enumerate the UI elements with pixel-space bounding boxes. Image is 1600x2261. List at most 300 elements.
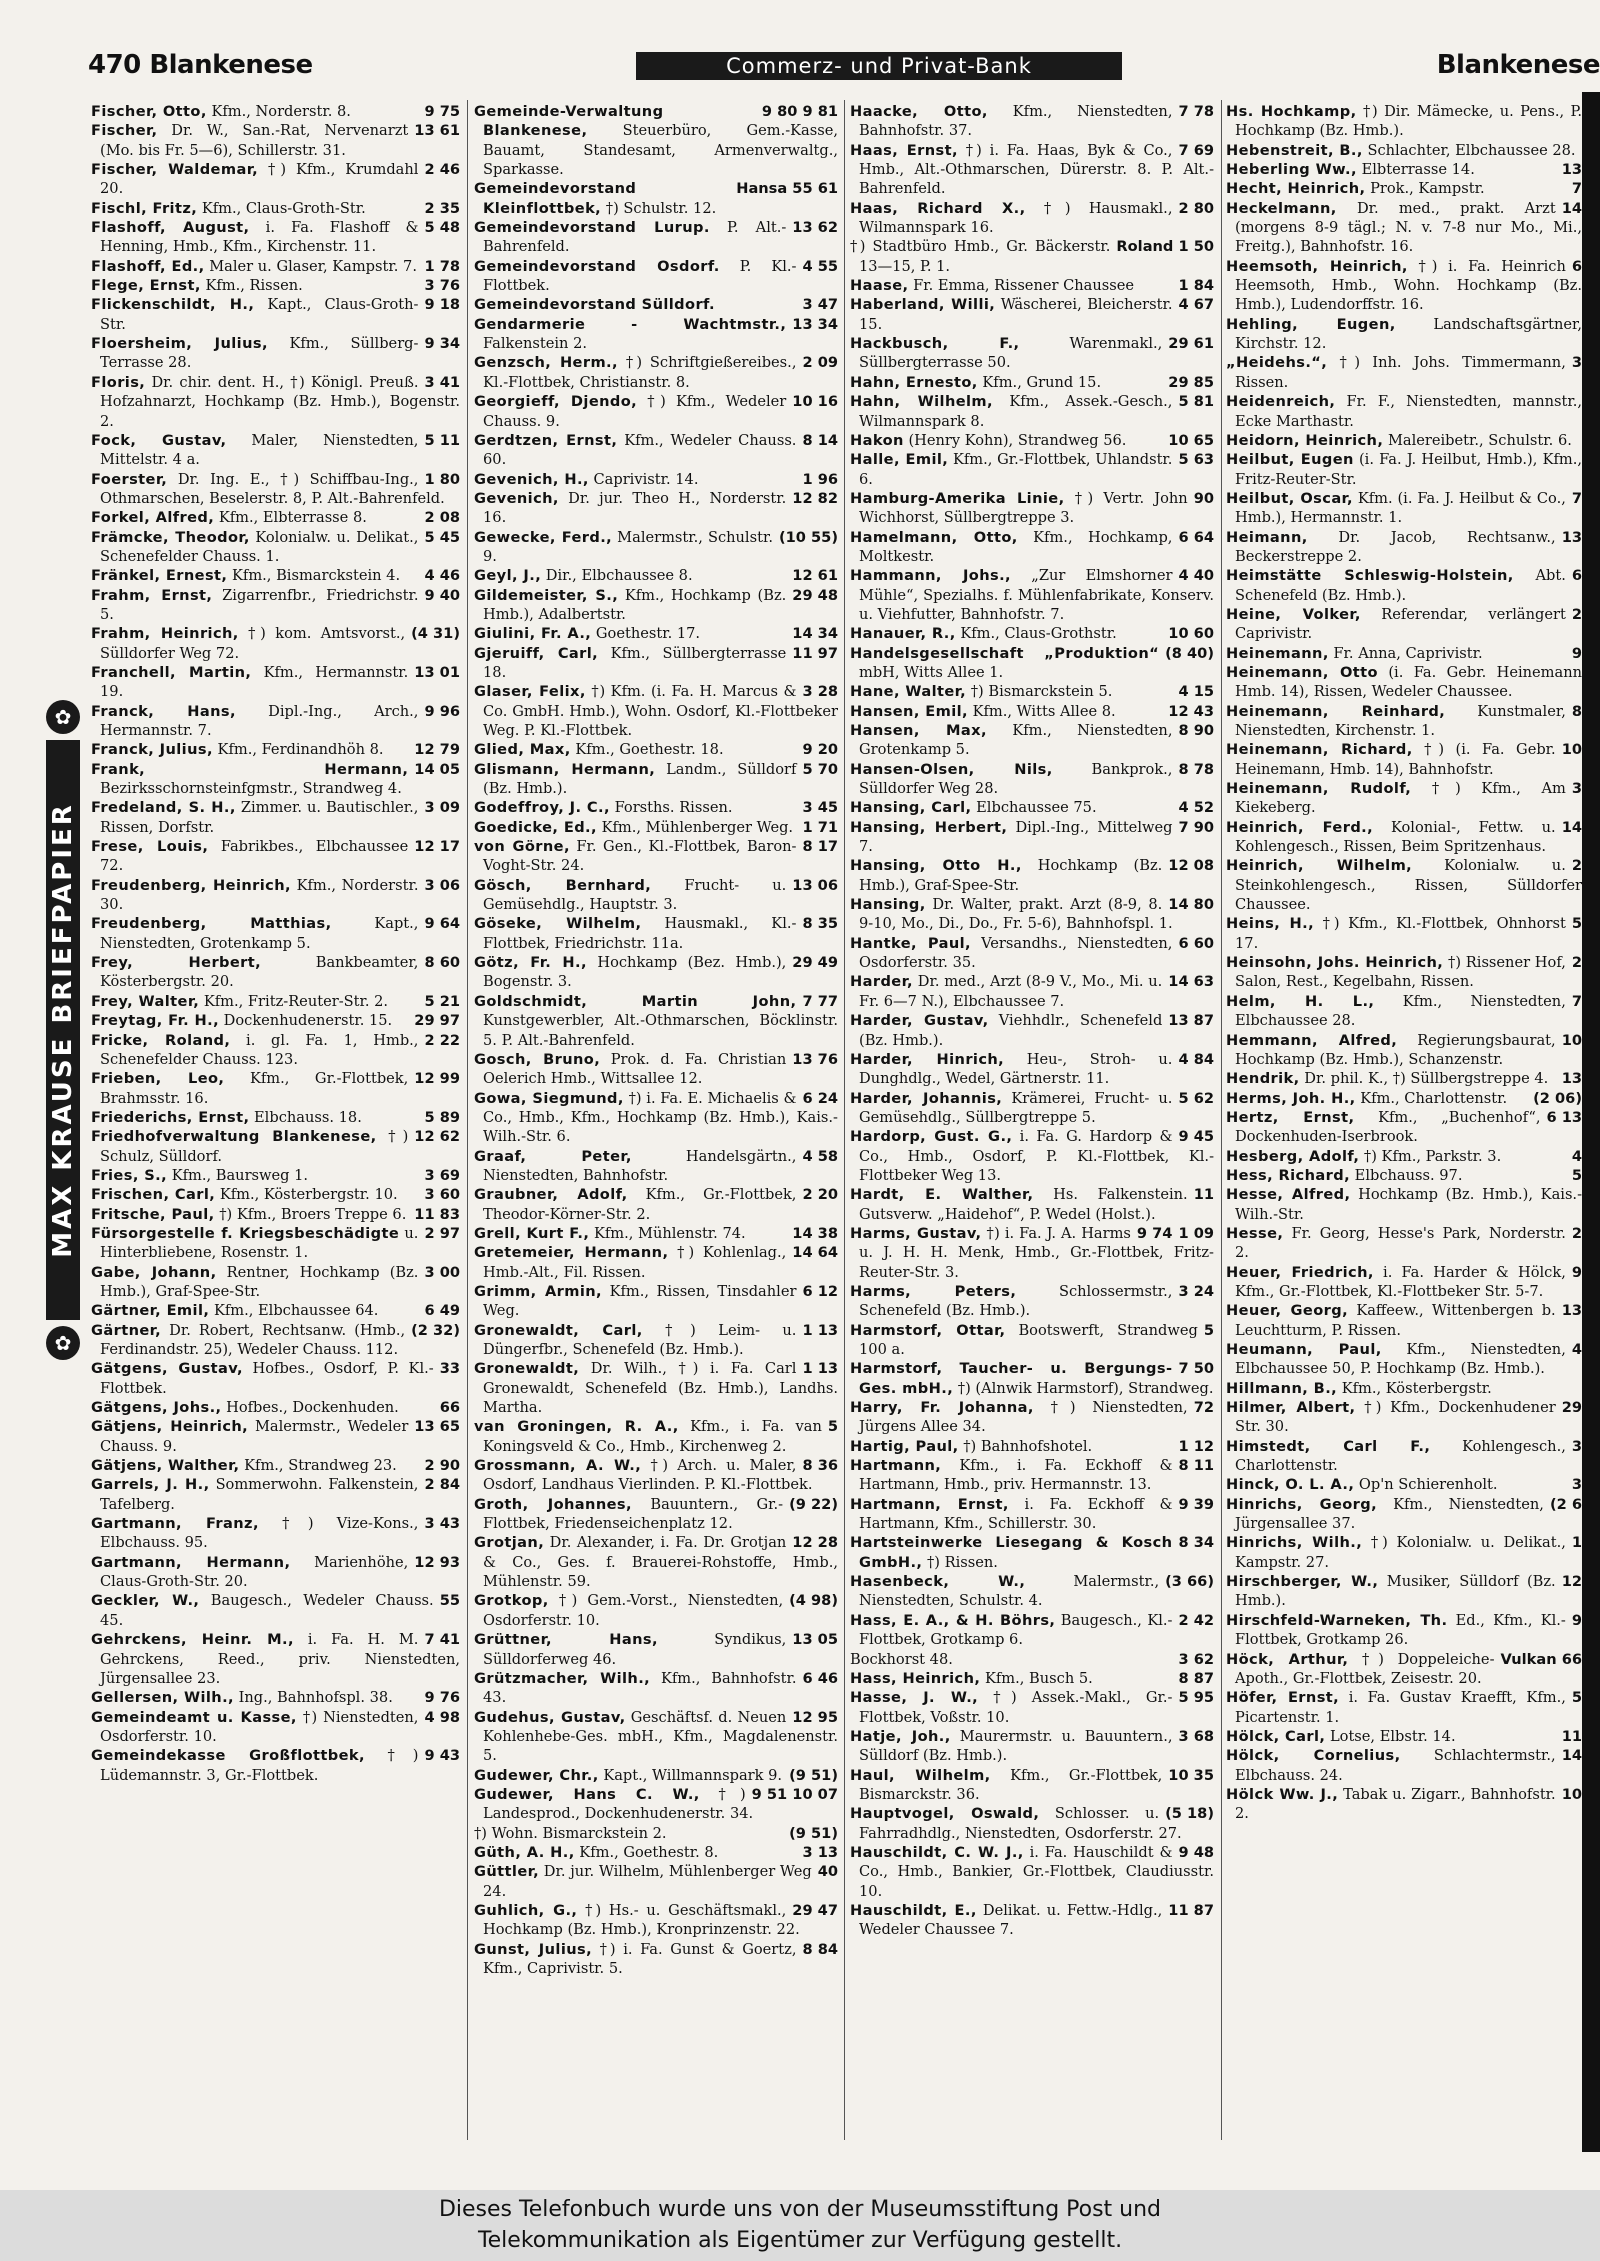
entry-details: †) Hausmakl., Wilmannspark 16. bbox=[859, 199, 1173, 237]
directory-entry bbox=[850, 1127, 1214, 1185]
entry-details: Dr. Wilh., †) i. Fa. Carl Gronewaldt, Schenefeld (Bz. Hmb.), Landhs. Martha. bbox=[483, 1360, 838, 1417]
directory-entry bbox=[850, 721, 1214, 760]
directory-entry bbox=[91, 1108, 460, 1127]
entry-details: Kfm., Mühlenberger Weg. bbox=[601, 818, 794, 836]
entry-name: Gendarmerie - Wachtmstr., bbox=[474, 315, 787, 333]
entry-details: Kapt., Willmannspark 9. bbox=[603, 1766, 783, 1784]
entry-details: †) Kohlenlag., Hmb.-Alt., Fil. Rissen. bbox=[483, 1244, 787, 1281]
directory-entry bbox=[850, 1456, 1214, 1495]
entry-details: u. Hinterbliebene, Rosenstr. 1. bbox=[100, 1224, 419, 1262]
directory-entry bbox=[474, 1050, 838, 1089]
entry-name: Hansen-Olsen, Nils, bbox=[850, 760, 1053, 778]
entry-details: Kfm., Mühlenstr. 74. bbox=[593, 1224, 746, 1242]
entry-name: Friedhofverwaltung Blankenese, bbox=[91, 1128, 377, 1146]
entry-name: Hass, Heinrich, bbox=[850, 1669, 981, 1687]
directory-entry bbox=[850, 1185, 1214, 1224]
directory-entry bbox=[850, 682, 1214, 701]
phone-number: 13 65 bbox=[414, 1418, 460, 1436]
entry-details: Dockenhudenerstr. 15. bbox=[223, 1012, 393, 1030]
phone-number: 5 81 bbox=[1178, 393, 1214, 411]
directory-entry bbox=[1226, 489, 1582, 528]
entry-name: Gemeindeamt u. Kasse, bbox=[91, 1708, 297, 1726]
directory-entry bbox=[91, 373, 460, 431]
directory-entry bbox=[91, 1224, 460, 1263]
entry-name: Heimann, bbox=[1226, 528, 1308, 546]
phone-number: 14 38 bbox=[792, 1224, 838, 1242]
phone-number: (9 51) bbox=[789, 1766, 838, 1784]
phone-number: 14 05 bbox=[414, 760, 460, 778]
entry-details: †) Bahnhofshotel. bbox=[963, 1437, 1093, 1455]
directory-entry bbox=[850, 1611, 1214, 1650]
phone-number: 1 96 bbox=[802, 470, 838, 488]
directory-entry bbox=[1226, 856, 1582, 914]
phone-number: 5 45 bbox=[424, 528, 460, 546]
directory-entry bbox=[850, 1495, 1214, 1534]
entry-details: †) Kfm. (i. Fa. H. Marcus & Co. GmbH. Hmb.), Wohn. Osdorf, Kl.-Flottbeker Weg. P. Kl.-Flottbek. bbox=[483, 683, 838, 739]
phone-number: 9 48 bbox=[1178, 1843, 1214, 1861]
directory-entry bbox=[850, 1533, 1214, 1572]
entry-name: Franck, Hans, bbox=[91, 702, 236, 720]
entry-name: Hesse, bbox=[1226, 1224, 1284, 1242]
phone-number: 8 14 bbox=[802, 431, 838, 449]
entry-name: Godeffroy, J. C., bbox=[474, 799, 610, 817]
entry-name: Gösch, Bernhard, bbox=[474, 876, 652, 894]
directory-entry bbox=[474, 257, 838, 296]
phone-number: 9 bbox=[1571, 1263, 1582, 1281]
phone-number: 10 35 bbox=[1168, 1766, 1214, 1784]
entry-details: Kfm., Rissen, Tinsdahler Weg. bbox=[483, 1282, 797, 1320]
entry-name: Fock, Gustav, bbox=[91, 431, 227, 449]
entry-details: Malermstr., Schulstr. 9. bbox=[483, 528, 773, 565]
phone-number: 5 63 bbox=[1178, 451, 1214, 469]
directory-entry bbox=[474, 1708, 838, 1766]
phone-number: 6 bbox=[1571, 567, 1582, 585]
entry-details: (i. Fa. Gebr. Heinemann Hmb. 14), Rissen, Wedeler Chaussee. bbox=[1235, 663, 1582, 701]
column-4 bbox=[1226, 102, 1582, 2142]
entry-name: Gerdtzen, Ernst, bbox=[474, 431, 618, 449]
directory-entry bbox=[1226, 141, 1582, 160]
phone-number: 3 62 bbox=[1178, 1650, 1214, 1668]
directory-entry bbox=[1226, 1379, 1582, 1398]
entry-name: Frese, Louis, bbox=[91, 838, 209, 856]
phone-number: 6 64 bbox=[1178, 528, 1214, 546]
phone-number: 10 bbox=[1561, 1031, 1582, 1049]
directory-entry bbox=[91, 334, 460, 373]
directory-entry bbox=[1226, 392, 1582, 431]
phone-number: 8 84 bbox=[802, 1940, 838, 1958]
entry-details: Tabak u. Zigarr., Bahnhofstr. 2. bbox=[1235, 1785, 1556, 1823]
directory-entry bbox=[1226, 914, 1582, 953]
directory-entry bbox=[91, 837, 460, 876]
entry-details: Hs. Falkenstein. Gutsverw. „Haidehof“, P. Wedel (Holst.). bbox=[859, 1186, 1188, 1223]
entry-name: Hammann, Johs., bbox=[850, 567, 1011, 585]
entry-name: Gärtner, bbox=[91, 1321, 162, 1339]
entry-details: †) Vertr. John Wichhorst, Süllbergtreppe 3. bbox=[859, 489, 1188, 527]
entry-details: Kfm., Elbchaussee 64. bbox=[213, 1302, 379, 1320]
phone-number: 90 bbox=[1193, 489, 1214, 507]
entry-name: Gunst, Julius, bbox=[474, 1940, 593, 1958]
column-divider bbox=[467, 100, 468, 2140]
directory-entry bbox=[91, 1205, 460, 1224]
entry-name: Hs. Hochkamp, bbox=[1226, 103, 1357, 120]
entry-name: Frieben, Leo, bbox=[91, 1070, 225, 1088]
entry-details: Malermstr., Nienstedten, Schulstr. 4. bbox=[859, 1573, 1160, 1610]
phone-number: 13 34 bbox=[792, 315, 838, 333]
directory-entry bbox=[1226, 353, 1582, 392]
entry-details: Kfm., Nienstedten, Grotenkamp 5. bbox=[859, 722, 1173, 759]
entry-name: Harmstorf, Taucher- u. Bergungs-Ges. mbH., bbox=[850, 1360, 1173, 1397]
entry-details: Kfm., Gr.-Flottbek, Bismarckstr. 36. bbox=[859, 1766, 1163, 1803]
entry-name: Fischer, bbox=[91, 122, 158, 140]
entry-name: Gronewaldt, Carl, bbox=[474, 1321, 643, 1339]
entry-details: Viehhdlr., Schenefeld (Bz. Hmb.). bbox=[859, 1012, 1163, 1049]
phone-number: 13 06 bbox=[792, 876, 838, 894]
directory-entry bbox=[850, 102, 1214, 141]
entry-name: Hansing, Otto H., bbox=[850, 857, 1022, 875]
entry-details: Elbterrasse 14. bbox=[1361, 161, 1475, 179]
directory-entry bbox=[91, 1301, 460, 1320]
entry-details: Kfm., Gr.-Flottbek, Brahmsstr. 16. bbox=[100, 1070, 409, 1107]
directory-entry bbox=[850, 566, 1214, 624]
directory-entry bbox=[1226, 1147, 1582, 1166]
directory-entry bbox=[850, 1901, 1214, 1940]
phone-number: 4 55 bbox=[802, 257, 838, 275]
directory-entry bbox=[850, 373, 1214, 392]
directory-entry bbox=[1226, 1069, 1582, 1088]
entry-details: Kfm., Baursweg 1. bbox=[171, 1166, 309, 1184]
entry-name: Gudewer, Chr., bbox=[474, 1766, 599, 1784]
directory-entry bbox=[474, 1901, 838, 1940]
directory-entry bbox=[1226, 315, 1582, 354]
directory-entry bbox=[474, 1359, 838, 1417]
entry-name: Främcke, Theodor, bbox=[91, 528, 250, 546]
entry-details: Kolonialw. u. Steinkohlengesch., Rissen, Sülldorfer Chaussee. bbox=[1235, 857, 1582, 914]
phone-number: (5 18) bbox=[1165, 1805, 1214, 1823]
entry-details: Fr. Gen., Kl.-Flottbek, Baron-Voght-Str. 24. bbox=[483, 838, 797, 875]
phone-number: 5 11 bbox=[424, 431, 460, 449]
directory-entry bbox=[91, 1746, 460, 1785]
entry-details: Fr. F., Nienstedten, mannstr., Ecke Marthastr. bbox=[1235, 393, 1582, 430]
flower-logo-icon: ✿ bbox=[46, 1326, 80, 1360]
entry-details: †) i. Fa. E. Michaelis & Co., Hmb., Kfm., Hochkamp (Bz. Hmb.), Kais.-Wilh.-Str. 6. bbox=[483, 1089, 838, 1146]
entry-name: Glied, Max, bbox=[474, 741, 571, 759]
entry-name: Harder, bbox=[850, 973, 913, 991]
entry-details: Kfm., Gr.-Flottbek, Uhlandstr. 6. bbox=[859, 451, 1173, 488]
directory-entry bbox=[1226, 1475, 1582, 1494]
entry-details: Hochkamp (Bz. Hmb.), Graf-Spee-Str. bbox=[859, 857, 1163, 894]
directory-entry bbox=[1226, 431, 1582, 450]
entry-name: Haul, Wilhelm, bbox=[850, 1766, 991, 1784]
directory-entry bbox=[474, 1843, 838, 1862]
entry-details: Lotse, Elbstr. 14. bbox=[1329, 1727, 1456, 1745]
directory-entry bbox=[91, 914, 460, 953]
entry-details: Schlossermstr., Schenefeld (Bz. Hmb.). bbox=[859, 1282, 1173, 1320]
entry-name: Heilbut, Eugen bbox=[1226, 451, 1354, 469]
entry-details: Kfm., Nienstedten, Elbchaussee 50, P. Hochkamp (Bz. Hmb.). bbox=[1235, 1341, 1566, 1378]
phone-number: 2 97 bbox=[424, 1224, 460, 1242]
directory-entry bbox=[91, 566, 460, 585]
phone-number: 5 bbox=[827, 1418, 838, 1436]
entry-name: Heinrich, Ferd., bbox=[1226, 818, 1374, 836]
page-edge bbox=[1582, 92, 1600, 2152]
directory-entry bbox=[1226, 953, 1582, 992]
directory-entry bbox=[91, 1708, 460, 1747]
directory-entry bbox=[474, 953, 838, 992]
directory-entry bbox=[474, 798, 838, 817]
entry-name: Herms, Joh. H., bbox=[1226, 1089, 1356, 1107]
entry-name: Gemeindekasse Großflottbek, bbox=[91, 1747, 365, 1765]
phone-number: 2 22 bbox=[424, 1031, 460, 1049]
phone-number: (2 06) bbox=[1533, 1089, 1582, 1107]
phone-number: 12 17 bbox=[414, 838, 460, 856]
entry-name: von Görne, bbox=[474, 838, 570, 856]
entry-name: Frahm, Heinrich, bbox=[91, 625, 239, 643]
entry-details: Steuerbüro, Gem.-Kasse, Bauamt, Standesamt, Armenverwaltg., Sparkasse. bbox=[483, 122, 838, 179]
entry-details: P. Kl.-Flottbek. bbox=[483, 257, 797, 295]
directory-entry bbox=[91, 1069, 460, 1108]
entry-name: Haas, Ernst, bbox=[850, 141, 958, 159]
directory-entry bbox=[91, 1591, 460, 1630]
phone-number: 2 35 bbox=[424, 199, 460, 217]
directory-entry bbox=[91, 257, 460, 276]
directory-entry bbox=[474, 489, 838, 528]
phone-number: 12 79 bbox=[414, 741, 460, 759]
entry-details: Bezirksschornsteinfgmstr., Strandweg 4. bbox=[100, 780, 402, 798]
directory-entry bbox=[1226, 740, 1582, 779]
entry-name: Gätgens, Johs., bbox=[91, 1399, 222, 1417]
phone-number: 8 36 bbox=[802, 1457, 838, 1475]
directory-entry bbox=[91, 1321, 460, 1360]
entry-details: †) Lüdemannstr. 3, Gr.-Flottbek. bbox=[100, 1747, 419, 1784]
phone-number: 29 47 bbox=[792, 1901, 838, 1919]
phone-number: 4 84 bbox=[1178, 1050, 1214, 1068]
entry-details: Versandhs., Nienstedten, Osdorferstr. 35. bbox=[859, 934, 1173, 972]
entry-name: Heberling Ww., bbox=[1226, 161, 1357, 179]
entry-details: Maler u. Glaser, Kampstr. 7. bbox=[209, 257, 417, 275]
entry-name: Hansen, Max, bbox=[850, 722, 987, 739]
phone-number: 6 bbox=[1571, 257, 1582, 275]
entry-details: Kfm., Goethestr. 8. bbox=[579, 1843, 719, 1861]
entry-details: Kaffeew., Wittenbergen b. Leuchtturm, P. Rissen. bbox=[1235, 1302, 1556, 1339]
entry-name: Genzsch, Herm., bbox=[474, 354, 618, 372]
entry-name: Hesberg, Adolf, bbox=[1226, 1147, 1360, 1165]
entry-name: Flashoff, August, bbox=[91, 219, 250, 237]
ad-text: MAX KRAUSE BRIEFPAPIER bbox=[48, 802, 78, 1258]
directory-entry bbox=[474, 1533, 838, 1591]
directory-entry bbox=[850, 450, 1214, 489]
directory-entry bbox=[850, 1321, 1214, 1360]
entry-details: Kfm., Kösterbergstr. 10. bbox=[219, 1186, 398, 1204]
phone-number: 10 bbox=[1561, 741, 1582, 759]
directory-entry bbox=[474, 1785, 838, 1824]
phone-number: 7 78 bbox=[1178, 103, 1214, 120]
phone-number: (8 40) bbox=[1165, 644, 1214, 662]
directory-entry bbox=[1226, 257, 1582, 315]
entry-name: Geckler, W., bbox=[91, 1592, 200, 1610]
directory-entry bbox=[474, 1185, 838, 1224]
phone-number: 12 82 bbox=[792, 489, 838, 507]
entry-name: Grotjan, bbox=[474, 1534, 545, 1552]
phone-number: 5 62 bbox=[1178, 1089, 1214, 1107]
entry-details: †) (Alnwik Harmstorf), Strandweg. bbox=[957, 1379, 1214, 1397]
phone-number: 13 bbox=[1561, 1070, 1582, 1088]
directory-entry bbox=[474, 392, 838, 431]
entry-name: Harder, Hinrich, bbox=[850, 1050, 1005, 1068]
directory-entry bbox=[850, 237, 1214, 276]
entry-details: Kfm., Bismarckstein 4. bbox=[232, 567, 401, 585]
directory-entry bbox=[91, 1456, 460, 1475]
entry-details: mbH, Witts Allee 1. bbox=[859, 663, 1004, 681]
entry-name: Göseke, Wilhelm, bbox=[474, 915, 642, 933]
directory-entry bbox=[850, 644, 1214, 683]
entry-name: Frey, Herbert, bbox=[91, 954, 262, 972]
directory-entry bbox=[91, 1475, 460, 1514]
phone-number: 3 bbox=[1571, 780, 1582, 798]
directory-entry bbox=[91, 295, 460, 334]
entry-details: Fr. Anna, Caprivistr. bbox=[1333, 644, 1483, 662]
phone-number: 29 bbox=[1561, 1399, 1582, 1417]
phone-number: 14 34 bbox=[792, 625, 838, 643]
entry-details: Kfm., Claus-Grothstr. bbox=[960, 625, 1117, 643]
entry-name: Heemsoth, Heinrich, bbox=[1226, 257, 1408, 275]
phone-number: 10 60 bbox=[1168, 625, 1214, 643]
directory-entry bbox=[91, 121, 460, 160]
phone-number: 9 34 bbox=[424, 335, 460, 353]
entry-name: Giulini, Fr. A., bbox=[474, 625, 592, 643]
phone-number: 2 80 bbox=[1178, 199, 1214, 217]
entry-details: Caprivistr. 14. bbox=[593, 470, 699, 488]
directory-entry bbox=[474, 102, 838, 179]
phone-number: 9 bbox=[1571, 1611, 1582, 1629]
entry-name: Fürsorgestelle f. Kriegsbeschädigte bbox=[91, 1224, 400, 1242]
entry-details: Hausmakl., Kl.-Flottbek, Friedrichstr. 11a. bbox=[483, 915, 797, 952]
directory-entry bbox=[850, 1572, 1214, 1611]
running-head-place: Blankenese bbox=[1436, 50, 1600, 80]
entry-name: Hansing, bbox=[850, 896, 926, 914]
phone-number: 29 61 bbox=[1168, 335, 1214, 353]
entry-details: Bootswerft, Strandweg 100 a. bbox=[859, 1321, 1198, 1358]
phone-number: 3 13 bbox=[802, 1843, 838, 1861]
entry-details: †) Schriftgießereibes., Kl.-Flottbek, Christianstr. 8. bbox=[483, 354, 797, 391]
entry-details: Kunstmaler, Nienstedten, Kirchenstr. 1. bbox=[1235, 702, 1566, 739]
directory-entry bbox=[91, 740, 460, 759]
entry-details: †) Dir. Mämecke, u. Pens., P. Hochkamp (Bz. Hmb.). bbox=[1235, 103, 1582, 140]
directory-entry bbox=[91, 702, 460, 741]
phone-number: 14 63 bbox=[1168, 973, 1214, 991]
entry-details: Kfm., Gr.-Flottbek, Theodor-Körner-Str. 2. bbox=[483, 1186, 797, 1223]
entry-details: Dr. jur. Theo H., Norderstr. 16. bbox=[483, 489, 787, 527]
directory-entry bbox=[850, 798, 1214, 817]
directory-entry bbox=[91, 1514, 460, 1553]
entry-name: Harry, Fr. Johanna, bbox=[850, 1399, 1034, 1417]
directory-entry bbox=[1226, 1650, 1582, 1689]
directory-entry bbox=[1226, 1533, 1582, 1572]
phone-number: 5 48 bbox=[424, 219, 460, 237]
entry-name: Hatje, Joh., bbox=[850, 1727, 951, 1745]
entry-details: †) Schulstr. 12. bbox=[605, 199, 717, 217]
entry-name: Hirschfeld-Warneken, Th. bbox=[1226, 1611, 1448, 1629]
column-2 bbox=[474, 102, 838, 2142]
phone-number: 1 13 bbox=[802, 1360, 838, 1378]
directory-entry bbox=[91, 663, 460, 702]
entry-details: Dr. med., prakt. Arzt (morgens 8-9 tägl.; N. v. 7-8 nur Mo., Mi., Freitg.), Bahnhofstr. 16. bbox=[1235, 199, 1582, 256]
entry-name: Gemeindevorstand Osdorf. bbox=[474, 257, 720, 275]
directory-entry bbox=[1226, 528, 1582, 567]
entry-name: Groth, Johannes, bbox=[474, 1495, 632, 1513]
phone-number: 3 bbox=[1571, 1476, 1582, 1494]
directory-entry bbox=[91, 992, 460, 1011]
entry-details: Op'n Schierenholt. bbox=[1358, 1476, 1498, 1494]
directory-entry bbox=[474, 1243, 838, 1282]
entry-details: Dr. Walter, prakt. Arzt (8-9, 8. 9-10, Mo., Di., Do., Fr. 5-6), Bahnhofspl. 1. bbox=[859, 896, 1173, 933]
directory-entry bbox=[474, 295, 838, 314]
directory-entry bbox=[474, 1862, 838, 1901]
directory-entry bbox=[91, 470, 460, 509]
entry-details: Dr. phil. K., †) Süllbergstreppe 4. bbox=[1304, 1070, 1549, 1088]
entry-details: Dr. W., San.-Rat, Nervenarzt (Mo. bis Fr. 5—6), Schillerstr. 31. bbox=[100, 122, 409, 159]
entry-details: Dr. jur. Wilhelm, Mühlenberger Weg 24. bbox=[483, 1863, 812, 1900]
phone-number: 3 28 bbox=[802, 683, 838, 701]
entry-name: „Heidehs.“, bbox=[1226, 354, 1328, 372]
directory-entry bbox=[91, 586, 460, 625]
phone-number: 4 52 bbox=[1178, 799, 1214, 817]
directory-entry bbox=[1226, 1785, 1582, 1824]
entry-name: Harder, Johannis, bbox=[850, 1089, 1003, 1107]
entry-details: Kfm., „Buchenhof“, Dockenhuden-Iserbrook. bbox=[1235, 1108, 1541, 1146]
entry-name: Hansing, Herbert, bbox=[850, 818, 1008, 836]
entry-details: Kfm., Süllbergterrasse 18. bbox=[483, 644, 787, 681]
entry-details: Hochkamp (Bez. Hmb.), Bogenstr. 3. bbox=[483, 954, 787, 991]
directory-entry bbox=[850, 1050, 1214, 1089]
entry-details: Kfm., Claus-Groth-Str. bbox=[201, 199, 366, 217]
phone-number: (4 98) bbox=[789, 1592, 838, 1610]
entry-name: Gemeindevorstand Sülldorf. bbox=[474, 296, 715, 314]
phone-number: 2 bbox=[1571, 605, 1582, 623]
directory-entry bbox=[850, 856, 1214, 895]
directory-entry bbox=[474, 644, 838, 683]
entry-name: Hess, Richard, bbox=[1226, 1166, 1351, 1184]
directory-entry bbox=[1226, 1340, 1582, 1379]
phone-number: 9 76 bbox=[424, 1689, 460, 1707]
entry-details: Dr. Jacob, Rechtsanw., Beckerstreppe 2. bbox=[1235, 528, 1556, 565]
entry-name: Gudewer, Hans C. W., bbox=[474, 1785, 700, 1803]
entry-details: Kapt., Nienstedten, Grotenkamp 5. bbox=[100, 915, 419, 952]
phone-number: 10 bbox=[1561, 1785, 1582, 1803]
directory-entry bbox=[91, 1398, 460, 1417]
phone-number: 3 68 bbox=[1178, 1727, 1214, 1745]
entry-name: Heine, Volker, bbox=[1226, 605, 1361, 623]
phone-number: 9 20 bbox=[802, 741, 838, 759]
entry-name: Hebenstreit, B., bbox=[1226, 141, 1363, 159]
entry-name: Garrels, J. H., bbox=[91, 1476, 210, 1494]
phone-number: 9 43 bbox=[424, 1747, 460, 1765]
entry-details: †) Bismarckstein 5. bbox=[970, 683, 1113, 701]
phone-number: 11 83 bbox=[414, 1205, 460, 1223]
directory-entry bbox=[474, 353, 838, 392]
directory-entry bbox=[474, 179, 838, 218]
entry-name: Hasse, J. W., bbox=[850, 1689, 979, 1707]
directory-entry bbox=[850, 141, 1214, 199]
entry-details: †) Leim- u. Düngerfbr., Schenefeld (Bz. Hmb.). bbox=[483, 1321, 797, 1358]
phone-number: 8 78 bbox=[1178, 760, 1214, 778]
phone-number: 1 13 bbox=[802, 1321, 838, 1339]
phone-number: 10 65 bbox=[1168, 431, 1214, 449]
phone-number: 4 40 bbox=[1178, 567, 1214, 585]
entry-details: †) Kfm., Wedeler Chauss. 9. bbox=[483, 393, 787, 430]
entry-name: Geyl, J., bbox=[474, 567, 542, 585]
directory-entry bbox=[91, 199, 460, 218]
phone-number: 9 74 bbox=[1136, 1224, 1173, 1242]
